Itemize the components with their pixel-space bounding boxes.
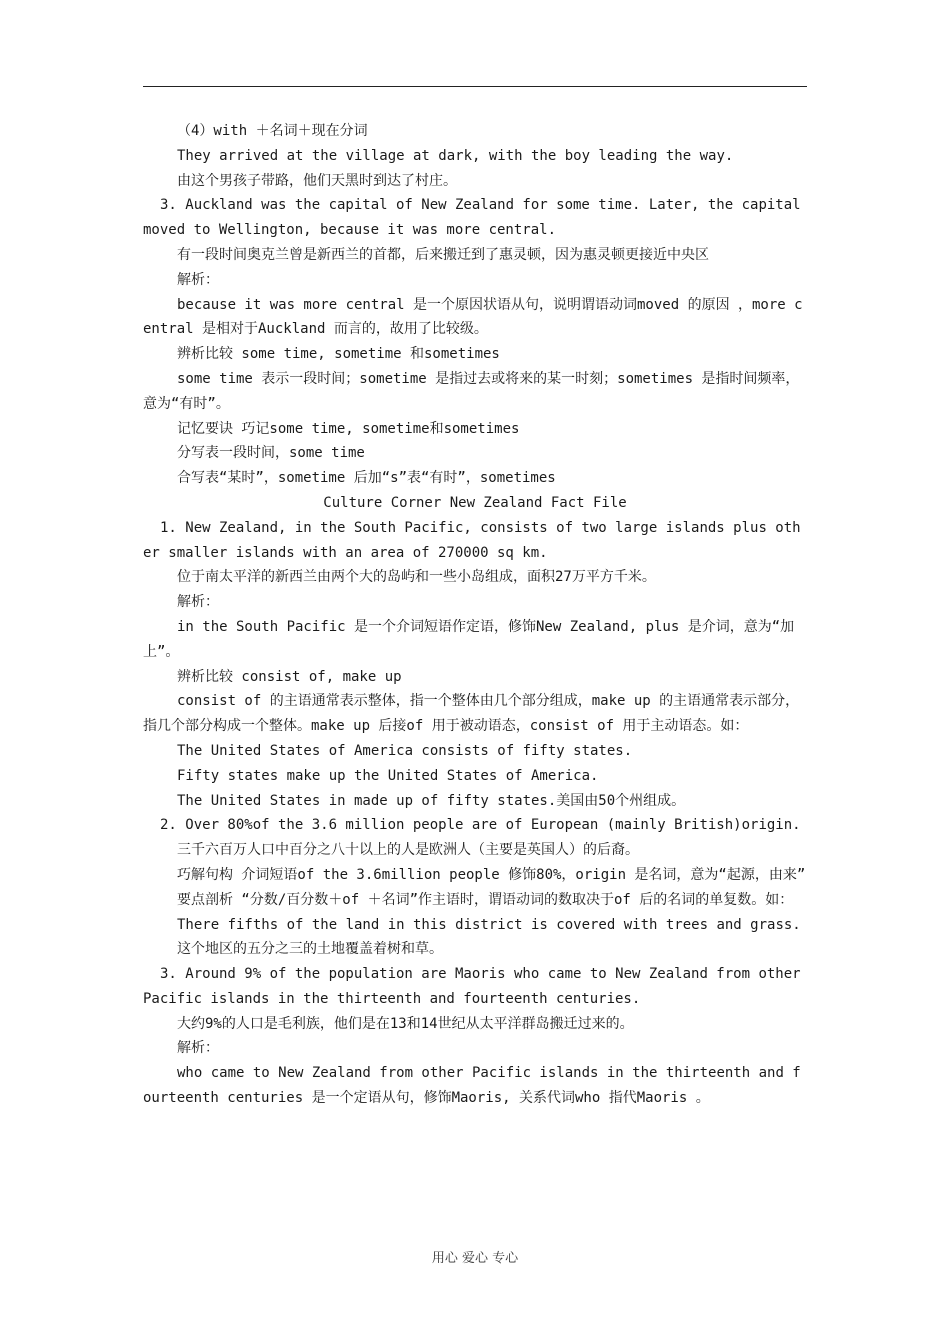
with-structure-heading: （4）with ＋名词＋现在分词 [177, 123, 368, 139]
example-translation: 由这个男孩子带路，他们天黑时到达了村庄。 [177, 172, 457, 189]
example-translation: 这个地区的五分之三的土地覆盖着树和草。 [177, 941, 443, 958]
comparison-text: some time 表示一段时间；sometime 是指过去或将来的某一时刻；sometimes 是指时间频率，意为“有时”。 [143, 370, 800, 412]
key-point-analysis: 要点剖析 “分数/百分数＋of ＋名词”作主语时，谓语动词的数取决于of 后的名词的单复数。如： [177, 891, 794, 908]
fact-2-translation: 三千六百万人口中百分之八十以上的人是欧洲人（主要是英国人）的后裔。 [177, 842, 639, 859]
comparison-heading: 辨析比较 some time, sometime 和sometimes [177, 346, 500, 363]
comparison-heading: 辨析比较 consist of, make up [177, 668, 402, 685]
memory-tip-line-1: 分写表一段时间，some time [177, 445, 365, 462]
example-sentence: The United States of America consists of fifty states. [177, 742, 633, 759]
document-body [143, 119, 807, 1111]
fact-3-translation: 大约9%的人口是毛利族，他们是在13和14世纪从太平洋群岛搬迁过来的。 [177, 1015, 634, 1032]
example-sentence: Fifty states make up the United States of America. [177, 767, 599, 784]
comparison-text: consist of 的主语通常表示整体，指一个整体由几个部分组成，make up 的主语通常表示部分，指几个部分构成一个整体。make up 后接of 用于被动语态，consist of 用于主动语态。如： [143, 693, 800, 735]
item-3-translation: 有一段时间奥克兰曾是新西兰的首都，后来搬迁到了惠灵顿，因为惠灵顿更接近中央区 [177, 246, 709, 263]
memory-tip-heading: 记忆要诀 巧记some time, sometime和sometimes [177, 420, 520, 437]
example-sentence: The United States in made up of fifty states.美国由50个州组成。 [177, 792, 686, 809]
example-sentence: There fifths of the land in this district is covered with trees and grass. [177, 916, 801, 933]
analysis-label: 解析： [177, 1040, 219, 1057]
analysis-text: in the South Pacific 是一个介词短语作定语，修饰New Zealand, plus 是介词，意为“加上”。 [143, 618, 795, 660]
analysis-label: 解析： [177, 594, 219, 611]
section-heading: Culture Corner New Zealand Fact File [323, 494, 627, 511]
structure-analysis: 巧解句构 介词短语of the 3.6million people 修饰80%，origin 是名词，意为“起源，由来” [177, 866, 806, 883]
analysis-text: because it was more central 是一个原因状语从句，说明谓语动词moved 的原因 ，more central 是相对于Auckland 而言的，故用了比较级。 [143, 296, 803, 338]
memory-tip-line-2: 合写表“某时”，sometime 后加“s”表“有时”，sometimes [177, 470, 556, 487]
header-rule [143, 86, 807, 87]
fact-3-sentence: 3. Around 9% of the population are Maoris who came to New Zealand from other Pacific islands in the thirteenth and fourteenth centuries. [143, 966, 801, 1007]
item-3-sentence: 3. Auckland was the capital of New Zealand for some time. Later, the capital moved to Wellington, because it was more central. [143, 197, 801, 239]
analysis-text: who came to New Zealand from other Pacific islands in the thirteenth and fourteenth centuries 是一个定语从句，修饰Maoris, 关系代词who 指代Maoris 。 [143, 1065, 801, 1107]
fact-2-sentence: 2. Over 80%of the 3.6 million people are of European (mainly British)origin. [160, 817, 801, 834]
example-sentence: They arrived at the village at dark, with the boy leading the way. [177, 147, 734, 164]
fact-1-translation: 位于南太平洋的新西兰由两个大的岛屿和一些小岛组成，面积27万平方千米。 [177, 569, 656, 586]
page-footer: 用心 爱心 专心 [431, 1251, 519, 1266]
analysis-label: 解析： [177, 271, 219, 288]
fact-1-sentence: 1. New Zealand, in the South Pacific, consists of two large islands plus other smaller islands with an area of 270000 sq km. [143, 519, 801, 561]
